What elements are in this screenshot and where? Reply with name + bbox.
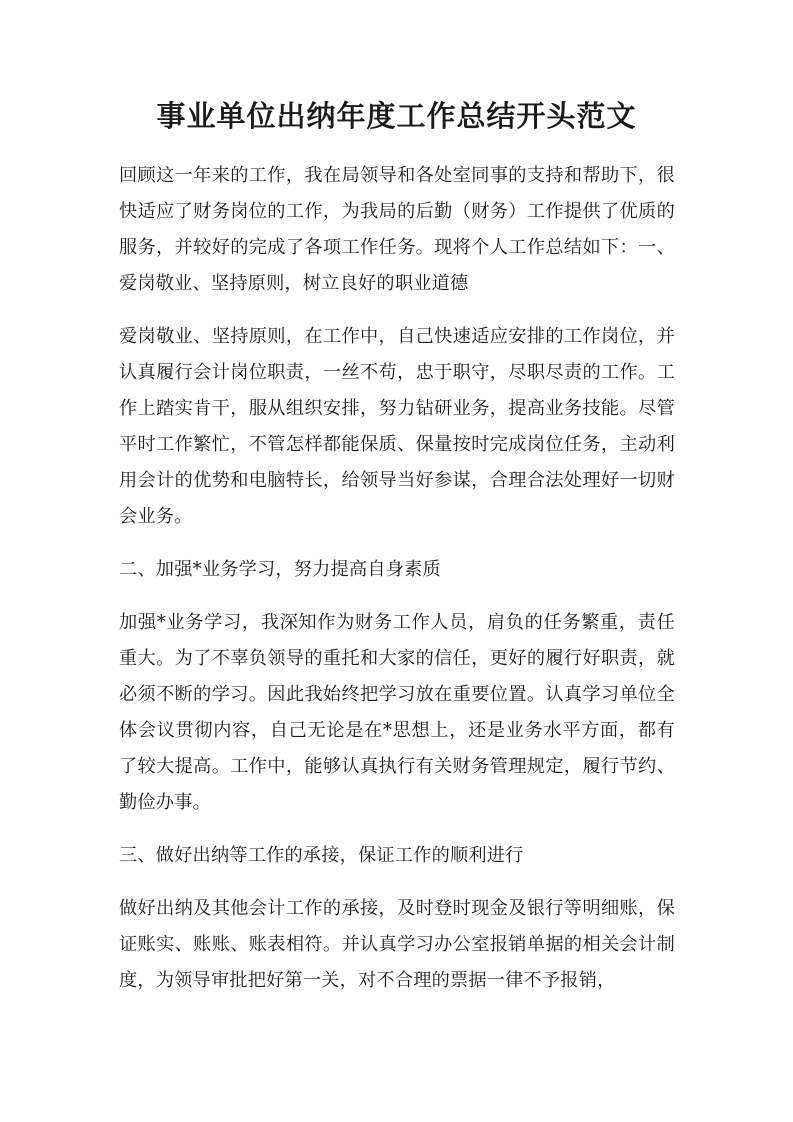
section-heading-study: 二、加强*业务学习，努力提高自身素质: [119, 559, 441, 580]
page-title: 事业单位出纳年度工作总结开头范文: [156, 99, 637, 133]
paragraph-professional-ethics: 爱岗敬业、坚持原则，在工作中，自己快速适应安排的工作岗位，并认真履行会计岗位职责，一丝不苟，忠于职守，尽职尽责的工作。工作上踏实肯干，服从组织安排，努力钻研业务，提高业务技能。尽管平时工作繁忙，不管怎样都能保质、保量按时完成岗位任务，主动利用会计的优势和电脑特长，给领导当好参谋，合理合法处理好一切财会业务。: [119, 326, 675, 527]
section-heading-handover: 三、做好出纳等工作的承接，保证工作的顺利进行: [119, 845, 524, 866]
paragraph-intro: 回顾这一年来的工作，我在局领导和各处室同事的支持和帮助下，很快适应了财务岗位的工作，为我局的后勤（财务）工作提供了优质的服务，并较好的完成了各项工作任务。现将个人工作总结如下：一、爱岗敬业、坚持原则，树立良好的职业道德: [119, 165, 675, 294]
paragraph-study: 加强*业务学习，我深知作为财务工作人员，肩负的任务繁重，责任重大。为了不辜负领导的重托和大家的信任，更好的履行好职责，就必须不断的学习。因此我始终把学习放在重要位置。认真学习单位全体会议贯彻内容，自己无论是在*思想上，还是业务水平方面，都有了较大提高。工作中，能够认真执行有关财务管理规定，履行节约、勤俭办事。: [119, 612, 675, 813]
document-body: [119, 158, 675, 1016]
paragraph-handover: 做好出纳及其他会计工作的承接，及时登时现金及银行等明细账，保证账实、账账、账表相符。并认真学习办公室报销单据的相关会计制度，为领导审批把好第一关，对不合理的票据一律不予报销，: [119, 898, 675, 991]
